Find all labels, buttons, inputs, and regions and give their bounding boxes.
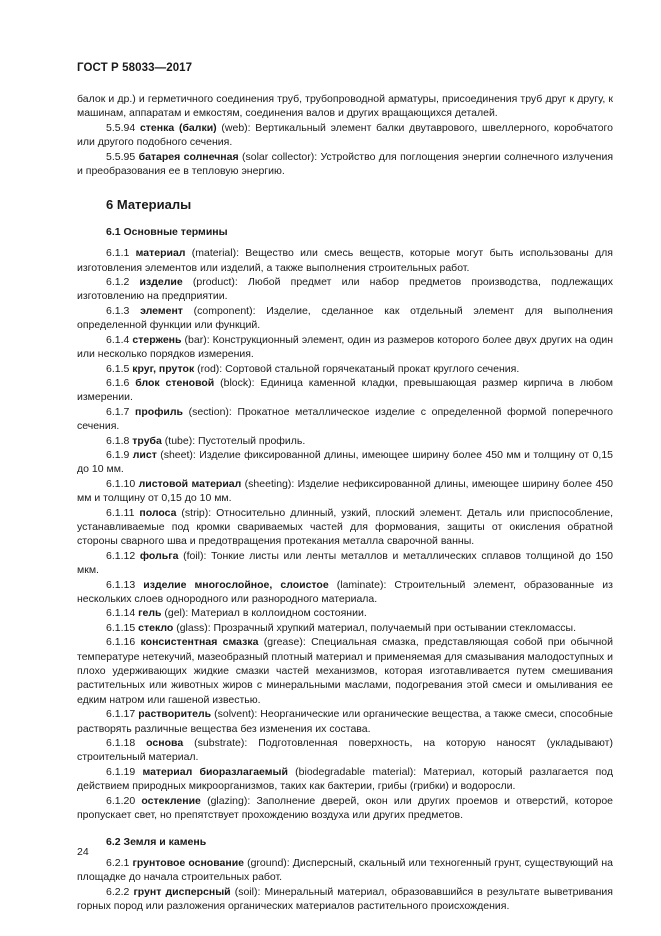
- page-number: 24: [77, 846, 89, 858]
- term-entry: [77, 333, 613, 362]
- entry-definition: (substrate): Подготовленная поверхность, на которую наносят (укладывают) строительный материал.: [77, 737, 613, 764]
- entry-number: 6.1.9: [106, 448, 130, 461]
- term-entry: [77, 635, 613, 707]
- entry-definition: (material): Вещество или смесь веществ, которые могут быть использованы для изготовления элементов или изделий, а также выполнения строительных работ.: [77, 247, 613, 274]
- term-entry: [77, 885, 613, 914]
- subsection-6-1-title: 6.1 Основные термины: [106, 225, 228, 238]
- term-entry: [77, 578, 613, 607]
- term-entry: [77, 606, 613, 620]
- entry-definition: (foil): Тонкие листы или ленты металлов и металлических сплавов толщиной до 150 мкм.: [77, 549, 614, 577]
- term-entry: [77, 736, 613, 765]
- subsection-6-2-list: [77, 856, 613, 914]
- entry-term: стенка (балки): [139, 121, 217, 134]
- term-entry: [77, 506, 613, 549]
- entry-number: 6.1.11: [106, 506, 135, 519]
- entry-number: 6.1.16: [106, 636, 136, 649]
- intro-block: [77, 92, 613, 178]
- entry-term: материал биоразлагаемый: [142, 765, 288, 778]
- entry-term: круг, пруток: [132, 362, 195, 375]
- body-text: [77, 92, 613, 914]
- entry-term: стержень: [132, 333, 182, 346]
- entry-definition: (bar): Конструкционный элемент, один из размеров которого более двух других на один или несколько порядков измерения.: [77, 333, 614, 361]
- entry-number: 6.2.2: [106, 885, 130, 898]
- entry-term: консистентная смазка: [140, 636, 259, 649]
- entry-definition: (solar collector): Устройство для поглощения энергии солнечного излучения и преобразования ее в тепловую энергию.: [77, 150, 614, 178]
- entry-number: 6.1.1: [106, 247, 130, 260]
- entry-number: 6.1.20: [106, 794, 136, 807]
- entry-definition: (sheet): Изделие фиксированной длины, имеющее ширину более 450 мм и толщину от 0,15 до 10 мм.: [77, 448, 613, 476]
- term-entry: [77, 376, 613, 405]
- document-header: ГОСТ Р 58033—2017: [77, 62, 193, 74]
- entry-number: 5.5.94: [106, 121, 136, 134]
- term-entry: [77, 362, 613, 376]
- term-entry: [77, 434, 613, 448]
- entry-number: 5.5.95: [106, 150, 136, 163]
- entry-definition: (sheeting): Изделие нефиксированной длины, имеющее ширину более 450 мм и толщину от 0,15 до 10 мм.: [77, 477, 613, 505]
- entry-number: 6.1.10: [106, 477, 136, 490]
- entry-term: грунт дисперсный: [133, 885, 231, 898]
- entry-term: профиль: [135, 405, 183, 418]
- entry-term: блок стеновой: [135, 376, 215, 389]
- entry-term: основа: [146, 737, 184, 750]
- entry-number: 6.2.1: [106, 856, 130, 869]
- term-entry: [77, 448, 613, 477]
- entry-term: элемент: [140, 304, 183, 317]
- term-entry: [77, 477, 613, 506]
- entry-definition: (soil): Минеральный материал, образовавшийся в результате выветривания горных пород или разложения органических материалов растительного происхождения.: [77, 885, 613, 913]
- entry-term: труба: [132, 434, 162, 447]
- entry-term: лист: [132, 448, 157, 461]
- entry-number: 6.1.13: [106, 578, 136, 591]
- entry-number: 6.1.7: [106, 405, 130, 418]
- entry-number: 6.1.17: [106, 708, 136, 721]
- entry-definition: (glass): Прозрачный хрупкий материал, получаемый при остывании стекломассы.: [173, 621, 576, 634]
- entry-number: 6.1.2: [106, 276, 130, 289]
- term-entry: [77, 549, 613, 578]
- entry-number: 6.1.8: [106, 434, 130, 447]
- subsection-6-2-title: 6.2 Земля и камень: [106, 835, 207, 848]
- entry-number: 6.1.3: [106, 304, 130, 317]
- entry-definition: (strip): Относительно длинный, узкий, плоский элемент. Деталь или приспособление, устанавливаемые под кромки свариваемых частей для формования, защиты от окисления обратной стороны сварного шва и предотвращения протекания металла сварочной ванны.: [77, 506, 613, 548]
- entry-term: листовой материал: [138, 477, 242, 490]
- entry-term: изделие многослойное, слоистое: [143, 578, 329, 591]
- term-entry: [77, 121, 613, 150]
- entry-definition: (laminate): Строительный элемент, образованные из нескольких слоев однородного или разнородного материала.: [77, 578, 613, 605]
- term-entry: [77, 707, 613, 736]
- entry-definition: (solvent): Неорганические или органические вещества, а также смеси, способные растворять различные вещества без изменения их состава.: [77, 708, 613, 735]
- entry-definition: (biodegradable material): Материал, который разлагается под действием природных микроорганизмов, таких как бактерии, грибы (грибки) и водоросли.: [77, 765, 613, 793]
- term-entry: [77, 246, 613, 275]
- entry-number: 6.1.19: [106, 765, 136, 778]
- term-entry: [77, 275, 613, 304]
- term-entry: [77, 856, 613, 885]
- subsection-6-1-list: [77, 246, 613, 822]
- entry-term: остекление: [141, 794, 201, 807]
- entry-number: 6.1.6: [106, 376, 130, 389]
- entry-definition: (product): Любой предмет или набор предметов производства, подлежащих изготовлению на предприятии.: [77, 276, 613, 303]
- entry-number: 6.1.5: [106, 362, 130, 375]
- entry-definition: (web): Вертикальный элемент балки двутаврового, швеллерного, коробчатого или другого подобного сечения.: [77, 121, 613, 149]
- entry-term: грунтовое основание: [132, 856, 245, 869]
- term-entry: [77, 621, 613, 635]
- entry-term: гель: [138, 607, 162, 620]
- entry-number: 6.1.12: [106, 549, 136, 562]
- entry-number: 6.1.18: [106, 737, 136, 750]
- entry-term: материал: [135, 247, 186, 260]
- term-entry: [77, 765, 613, 794]
- entry-term: изделие: [139, 276, 183, 289]
- entry-definition: (section): Прокатное металлическое изделие с определенной формой поперечного сечения.: [77, 405, 614, 433]
- term-entry: [77, 405, 613, 434]
- entry-definition: (grease): Специальная смазка, представляющая собой при обычной температуре нетекучий, мазеобразный плотный материал и применяемая для смазывания малодоступных и плохо удерживающих жидкие смазки частей механизмов, которая изготавливается путем смешивания растительных или животных жиров с минеральными маслами, подогревания этой смеси и омыливания ее едким натром или гашеной известью.: [77, 636, 614, 706]
- entry-number: 6.1.15: [106, 621, 136, 634]
- section-6-title: 6 Материалы: [106, 197, 192, 213]
- term-entry: [77, 150, 613, 179]
- entry-definition: (component): Изделие, сделанное как отдельный элемент для выполнения определенной функции или функций.: [77, 304, 613, 332]
- term-entry: [77, 304, 613, 333]
- entry-term: полоса: [139, 506, 177, 519]
- entry-definition: (block): Единица каменной кладки, превышающая размер кирпича в любом измерении.: [77, 376, 613, 404]
- term-entry: [77, 92, 613, 121]
- entry-definition: балок и др.) и герметичного соединения труб, трубопроводной арматуры, присоединения труб друг к другу, к машинам, аппаратам и емкостям, соединения валов и других вращающихся деталей.: [77, 93, 613, 120]
- entry-term: фольга: [139, 549, 179, 562]
- entry-term: стекло: [138, 621, 174, 634]
- entry-number: 6.1.4: [106, 333, 130, 346]
- entry-definition: (ground): Дисперсный, скальный или техногенный грунт, существующий на площадке до начала строительных работ.: [77, 856, 613, 884]
- term-entry: [77, 794, 613, 823]
- entry-number: 6.1.14: [106, 607, 136, 620]
- entry-definition: (rod): Сортовой стальной горячекатаный прокат круглого сечения.: [194, 362, 520, 375]
- entry-term: батарея солнечная: [138, 150, 239, 163]
- entry-definition: (gel): Материал в коллоидном состоянии.: [161, 607, 367, 620]
- entry-definition: (tube): Пустотелый профиль.: [161, 434, 306, 447]
- entry-definition: (glazing): Заполнение дверей, окон или других проемов и отверстий, которое пропускает свет, но препятствует прохождению воздуха или других предметов.: [77, 794, 613, 822]
- entry-term: растворитель: [138, 708, 212, 721]
